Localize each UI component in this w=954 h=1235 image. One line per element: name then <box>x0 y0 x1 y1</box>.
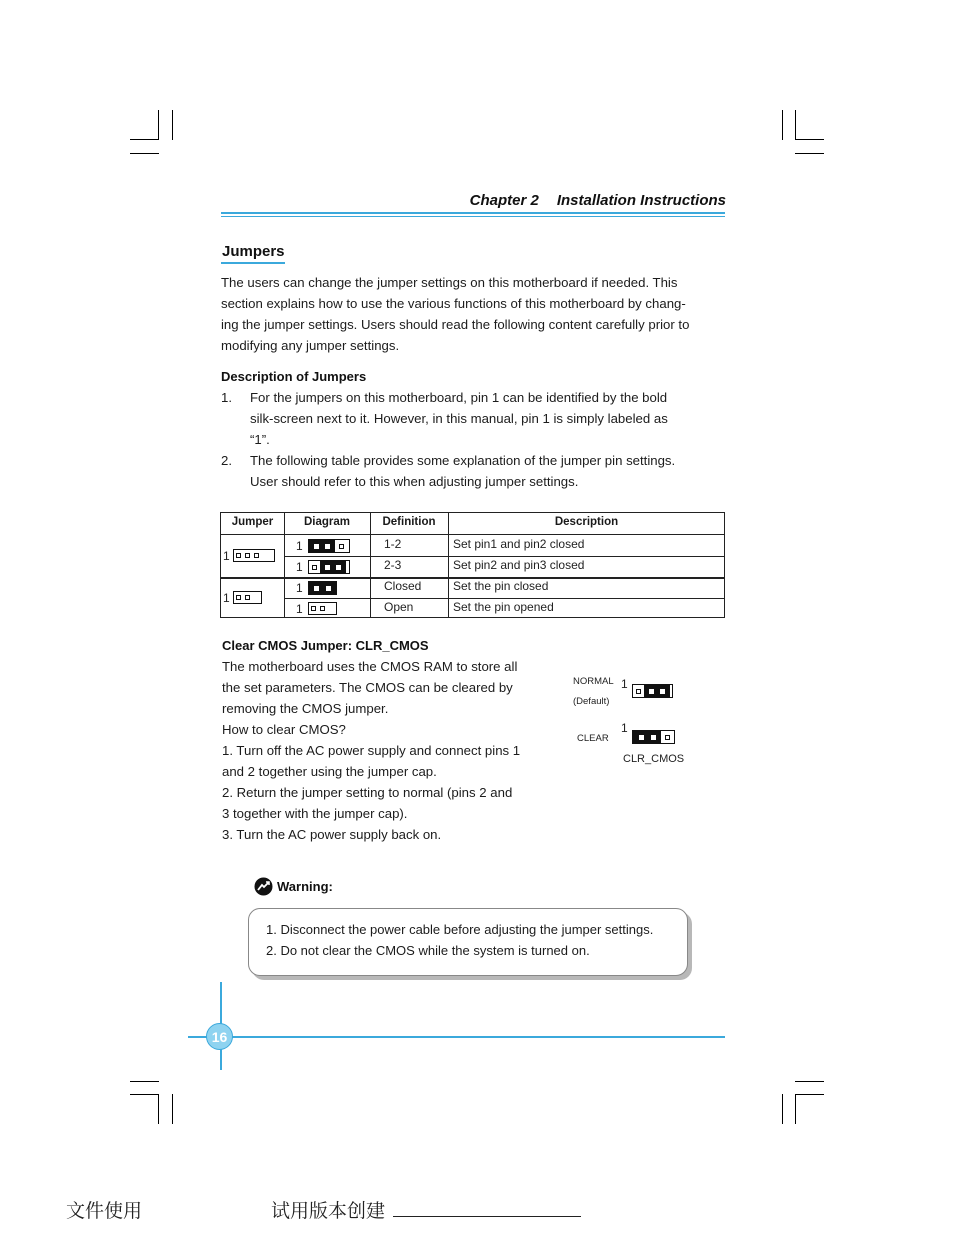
warning-icon <box>254 877 273 896</box>
text-line: the set parameters. The CMOS can be cleared by <box>222 680 513 695</box>
three-pin-jumper-icon <box>233 549 275 562</box>
header-rule <box>221 216 725 217</box>
cmos-heading: Clear CMOS Jumper: CLR_CMOS <box>222 638 429 653</box>
section-title: Jumpers <box>222 243 285 260</box>
pin1-label: 1 <box>296 602 303 616</box>
table-rule <box>284 534 724 535</box>
table-header: Definition <box>382 516 436 528</box>
jumper-2-3-closed-icon <box>308 560 350 574</box>
text-line: “1”. <box>250 432 270 447</box>
text-line: How to clear CMOS? <box>222 722 346 737</box>
jumper-table <box>220 512 725 618</box>
crop-mark <box>130 1094 159 1095</box>
footer-left-text: 文件使用 <box>66 1200 143 1222</box>
text-line: 3 together with the jumper cap). <box>222 806 408 821</box>
list-item <box>250 387 725 450</box>
crop-mark <box>782 110 783 140</box>
table-header: Description <box>554 516 619 528</box>
list-item <box>250 450 725 492</box>
chapter-name: Installation Instructions <box>556 192 726 209</box>
crop-mark <box>130 153 159 154</box>
page-number: 16 <box>206 1023 233 1050</box>
page-number-rule <box>188 1036 725 1038</box>
pin1-label: 1 <box>296 560 303 574</box>
table-rule <box>284 556 724 557</box>
crop-mark <box>795 1094 824 1095</box>
description-cell: Set pin2 and pin3 closed <box>453 558 585 572</box>
warning-item: 1. Disconnect the power cable before adjusting the jumper settings. <box>266 922 654 937</box>
definition-cell: 2-3 <box>384 558 402 572</box>
text-line: For the jumpers on this motherboard, pin 1 can be identified by the bold <box>250 390 668 405</box>
crop-mark <box>172 110 173 140</box>
pin1-label: 1 <box>621 721 628 735</box>
crop-mark <box>130 1081 159 1082</box>
crop-mark <box>158 110 159 140</box>
text-line: section explains how to use the various functions of this motherboard by chang- <box>221 296 686 311</box>
crop-mark <box>795 1094 796 1124</box>
table-rule <box>221 534 284 535</box>
crop-mark <box>158 1094 159 1124</box>
table-rule <box>284 513 285 617</box>
warning-label: Warning: <box>277 879 333 894</box>
jumper-closed-icon <box>308 581 337 595</box>
footer-underline <box>393 1216 581 1217</box>
definition-cell: Open <box>384 600 414 614</box>
chapter-number: Chapter 2 <box>469 192 539 209</box>
header-rule <box>221 212 725 214</box>
text-line: removing the CMOS jumper. <box>222 701 389 716</box>
crop-mark <box>795 110 796 140</box>
section-underline <box>221 262 285 264</box>
intro-paragraph <box>221 272 725 356</box>
text-line: User should refer to this when adjusting jumper settings. <box>250 474 579 489</box>
text-line: 3. Turn the AC power supply back on. <box>222 827 442 842</box>
text-line: modifying any jumper settings. <box>221 338 400 353</box>
text-line: The following table provides some explanation of the jumper pin settings. <box>250 453 676 468</box>
chapter-header <box>380 192 726 209</box>
warning-item: 2. Do not clear the CMOS while the system is turned on. <box>266 943 590 958</box>
pin1-label: 1 <box>621 677 628 691</box>
clr-cmos-normal-jumper-icon <box>632 684 673 698</box>
cmos-instructions <box>222 656 562 845</box>
text-line: 2. Return the jumper setting to normal (pins 2 and <box>222 785 513 800</box>
crop-mark <box>795 139 824 140</box>
pin1-label: 1 <box>223 549 230 563</box>
definition-cell: Closed <box>384 579 422 593</box>
text-line: 1. Turn off the AC power supply and connect pins 1 <box>222 743 521 758</box>
text-line: The users can change the jumper settings on this motherboard if needed. This <box>221 275 678 290</box>
crop-mark <box>130 139 159 140</box>
default-label: (Default) <box>573 696 610 707</box>
table-rule <box>370 513 371 617</box>
clr-cmos-caption: CLR_CMOS <box>623 753 685 765</box>
description-cell: Set the pin opened <box>453 600 554 614</box>
table-rule <box>284 598 724 599</box>
footer-right-text: 试用版本创建 <box>271 1200 386 1222</box>
description-heading: Description of Jumpers <box>221 369 367 384</box>
normal-label: NORMAL <box>573 676 614 687</box>
definition-cell: 1-2 <box>384 537 402 551</box>
description-cell: Set pin1 and pin2 closed <box>453 537 585 551</box>
table-rule <box>448 513 449 617</box>
jumper-1-2-closed-icon <box>308 539 350 553</box>
text-line: ing the jumper settings. Users should read the following content carefully prior to <box>221 317 690 332</box>
pin1-label: 1 <box>296 581 303 595</box>
table-header: Jumper <box>231 516 274 528</box>
two-pin-jumper-icon <box>233 591 262 604</box>
crop-mark <box>172 1094 173 1124</box>
clear-label: CLEAR <box>577 733 609 744</box>
clr-cmos-clear-jumper-icon <box>632 730 675 744</box>
description-cell: Set the pin closed <box>453 579 549 593</box>
table-header: Diagram <box>303 516 351 528</box>
jumper-open-icon <box>308 602 337 615</box>
crop-mark <box>795 153 824 154</box>
crop-mark <box>795 1081 824 1082</box>
list-number: 2. <box>221 453 232 468</box>
text-line: The motherboard uses the CMOS RAM to store all <box>222 659 518 674</box>
text-line: silk-screen next to it. However, in this manual, pin 1 is simply labeled as <box>250 411 668 426</box>
warning-box <box>248 908 688 976</box>
pin1-label: 1 <box>296 539 303 553</box>
list-number: 1. <box>221 390 232 405</box>
crop-mark <box>782 1094 783 1124</box>
text-line: and 2 together using the jumper cap. <box>222 764 437 779</box>
pin1-label: 1 <box>223 591 230 605</box>
